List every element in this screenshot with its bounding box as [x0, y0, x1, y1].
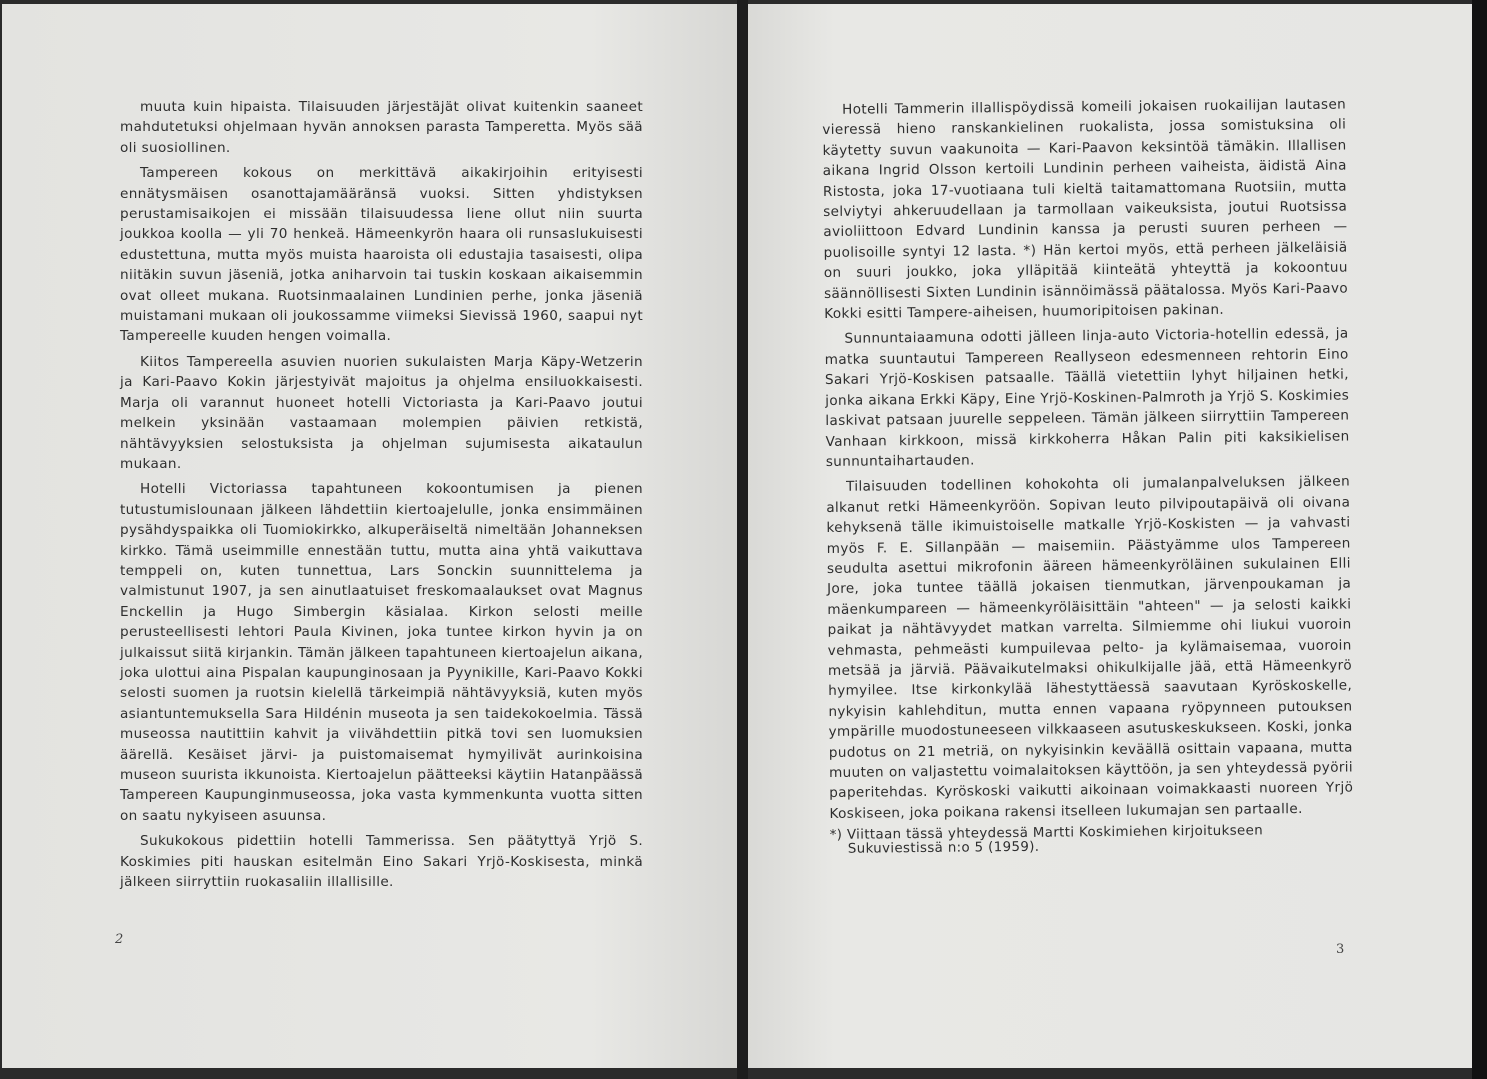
left-paragraph-3: Kiitos Tampereella asuvien nuorien sukulaisten Marja Käpy-Wetzerin ja Kari-Paavo Kokin järjestyivät majoitus ja ohjelma ensiluokkaisesti. Marja oli varannut huoneet hotelli Victoriasta ja Kari-Paavo joutui melkein yksinään vastaamaan molempien päivien retkistä, nähtävyyksien selostuksista ja ohjelman sujumisesta aikataulun mukaan.: [120, 353, 643, 472]
right-paragraph-3: Tilaisuuden todellinen kohokohta oli jumalanpalveluksen jälkeen alkanut retki Hämeenkyröön. Sopivan leuto pilvipoutapäivä oli oivana kehyksenä tälle ikimuistoiselle matkalle Yrjö-Koskisten — ja vahvasti myös F. E. Sillanpään — maisemiin. Päästyämme ulos Tampereen seudulta asettui mikrofonin ääreen hämeenkyröläinen sukulainen Elli Jore, joka tuntee täällä jokaisen tienmutkan, järvenpoukaman ja mäenkumpareen — hämeenkyröläisittäin "ahteen" — ja selosti kaikki paikat ja nähtävyydet matkan varrelta. Silmiemme ohi liukui vuoroin vehmasta, pehmeästi kumpuilevaa pelto- ja kylämaisemaa, vuoroin metsää ja järviä. Päävaikutelmaksi ohikulkijalle jää, että Hämeenkyrö hymyilee. Itse kirkonkylää lähestyttäessä saavutaan Kyröskoskelle, nykyisin kahlehditun, mutta ennen vapaana ryöpynneen putouksen ympärille muodostuneeseen vilkkaaseen asutuskeskukseen. Koski, jonka pudotus on 21 metriä, on nykyisinkin keväällä osittain vapaana, mutta muuten on valjastettu voimalaitoksen käyttöön, ja sen yhteydessä pyörii paperitehdas. Kyröskoski vaikutti aikoinaan voimakkaasti nuoreen Yrjö Koskiseen, joka poikana rakensi itselleen lukumajan sen partaalle.: [826, 473, 1354, 822]
left-page-body: [120, 97, 643, 897]
left-paragraph-5: Sukukokous pidettiin hotelli Tammerissa. Sen päätyttyä Yrjö S. Koskimies piti hauskan esitelmän Eino Sakari Yrjö-Koskisesta, minkä jälkeen siirryttiin ruokasaliin illallisille.: [120, 833, 643, 891]
right-page: [748, 4, 1472, 1068]
right-page-number: 3: [1336, 942, 1345, 957]
scan-edge: [1472, 0, 1487, 1079]
left-paragraph-2: Tampereen kokous on merkittävä aikakirjoihin erityisesti ennätysmäisen osanottajamääränsä vuoksi. Sitten yhdistyksen perustamisaikojen ei missään tilaisuudessa liene ollut niin suurta joukkoa koolla — yli 70 henkeä. Hämeenkyrön haara oli runsaslukuisesti edustettuna, mutta myös muista haaroista oli edustajia tasaisesti, olipa niitäkin suvun jäseniä, jotka aniharvoin tai tuskin koskaan aikaisemmin ovat olleet mukana. Ruotsinmaalainen Lundinien perhe, jonka jäseniä muistamani mukaan oli joukossamme viimeksi Sievissä 1960, saapui nyt Tampereelle kuuden hengen voimalla.: [120, 165, 643, 345]
right-paragraph-2: Sunnuntaiaamuna odotti jälleen linja-auto Victoria-hotellin edessä, ja matka suuntautui Tampereen Reallyseon edesmenneen rehtorin Eino Sakari Yrjö-Koskisen patsaalle. Täällä vietettiin lyhyt hiljainen hetki, jonka aikana Erkki Käpy, Eine Yrjö-Koskinen-Palmroth ja Yrjö S. Koskimies laskivat patsaan juurelle seppeleen. Tämän jälkeen siirryttiin Tampereen Vanhaan kirkkoon, missä kirkkoherra Håkan Palin piti kaksikielisen sunnuntaihartauden.: [824, 325, 1350, 470]
right-paragraph-1: Hotelli Tammerin illallispöydissä komeili jokaisen ruokailijan lautasen vieressä hieno ranskankielinen ruokalista, jossa somistuksina oli käytetty suvun vaakunoita — Kari-Paavon keksintöä tämäkin. Illallisen aikana Ingrid Olsson kertoili Lundinin perheen vaiheista, äidistä Aina Ristosta, joka 17-vuotiaana tuli kieltä taitamattomana Ruotsiin, mutta selviytyi ahkeruudellaan ja tarmollaan vaikeuksista, joutui Ruotsissa avioliittoon Edvard Lundinin kanssa ja perusti suuren perheen — puolisoille syntyi 12 lasta. *) Hän kertoi myös, että perheen jälkeläisiä on suuri joukko, joka ylläpitää kiinteätä yhteyttä ja kokoontuu säännöllisesti Sixten Lundinin isännöimässä päätalossa. Myös Kari-Paavo Kokki esitti Tampere-aiheisen, huumoripitoisen pakinan.: [822, 96, 1349, 323]
footnote: *) Viittaan tässä yhteydessä Martti Koskimiehen kirjoitukseen Sukuviestissä n:o 5 (1959).: [829, 823, 1264, 857]
left-page-number: 2: [115, 932, 124, 947]
left-paragraph-4: Hotelli Victoriassa tapahtuneen kokoontumisen ja pienen tutustumislounaan jälkeen lähdettiin kiertoajelulle, jonka ensimmäinen pysähdyspaikka oli Tuomiokirkko, alkuperäiseltä nimeltään Johanneksen kirkko. Tämä useimmille ennestään tuttu, mutta aina yhtä vaikuttava temppeli on, kuten tunnettua, Lars Sonckin suunnittelema ja valmistunut 1907, ja sen ainutlaatuiset freskomaalaukset ovat Magnus Enckellin ja Hugo Simbergin käsialaa. Kirkon selosti meille perusteellisesti lehtori Paula Kivinen, joka tuntee kirkon hyvin ja on julkaissut siitä kirjankin. Tämän jälkeen tapahtuneen kiertoajelun aikana, joka ulottui aina Pispalan kaupunginosaan ja Pyynikille, Kari-Paavo Kokki selosti suomen ja ruotsin kielellä tärkeimpiä nähtävyyksiä, kuten myös asiantuntemuksella Sara Hildénin museota ja sen taidekokoelmia. Tässä museossa nautittiin kahvit ja viivähdettiin pitkä tovi sen luomuksien äärellä. Kesäiset järvi- ja puistomaisemat hymyilivät aurinkoisina museon suurista ikkunoista. Kiertoajelun päätteeksi käytiin Hatanpäässä Tampereen Kaupunginmuseossa, joka vasta kymmenkunta vuotta sitten on saatu nykyiseen asuunsa.: [120, 481, 643, 824]
right-page-body: [822, 95, 1354, 858]
left-page: [2, 4, 737, 1068]
left-paragraph-1: muuta kuin hipaista. Tilaisuuden järjestäjät olivat kuitenkin saaneet mahdutetuksi ohjelmaan hyvän annoksen parasta Tamperetta. Myös sää oli suosiollinen.: [120, 99, 643, 156]
book-gutter: [737, 0, 748, 1079]
